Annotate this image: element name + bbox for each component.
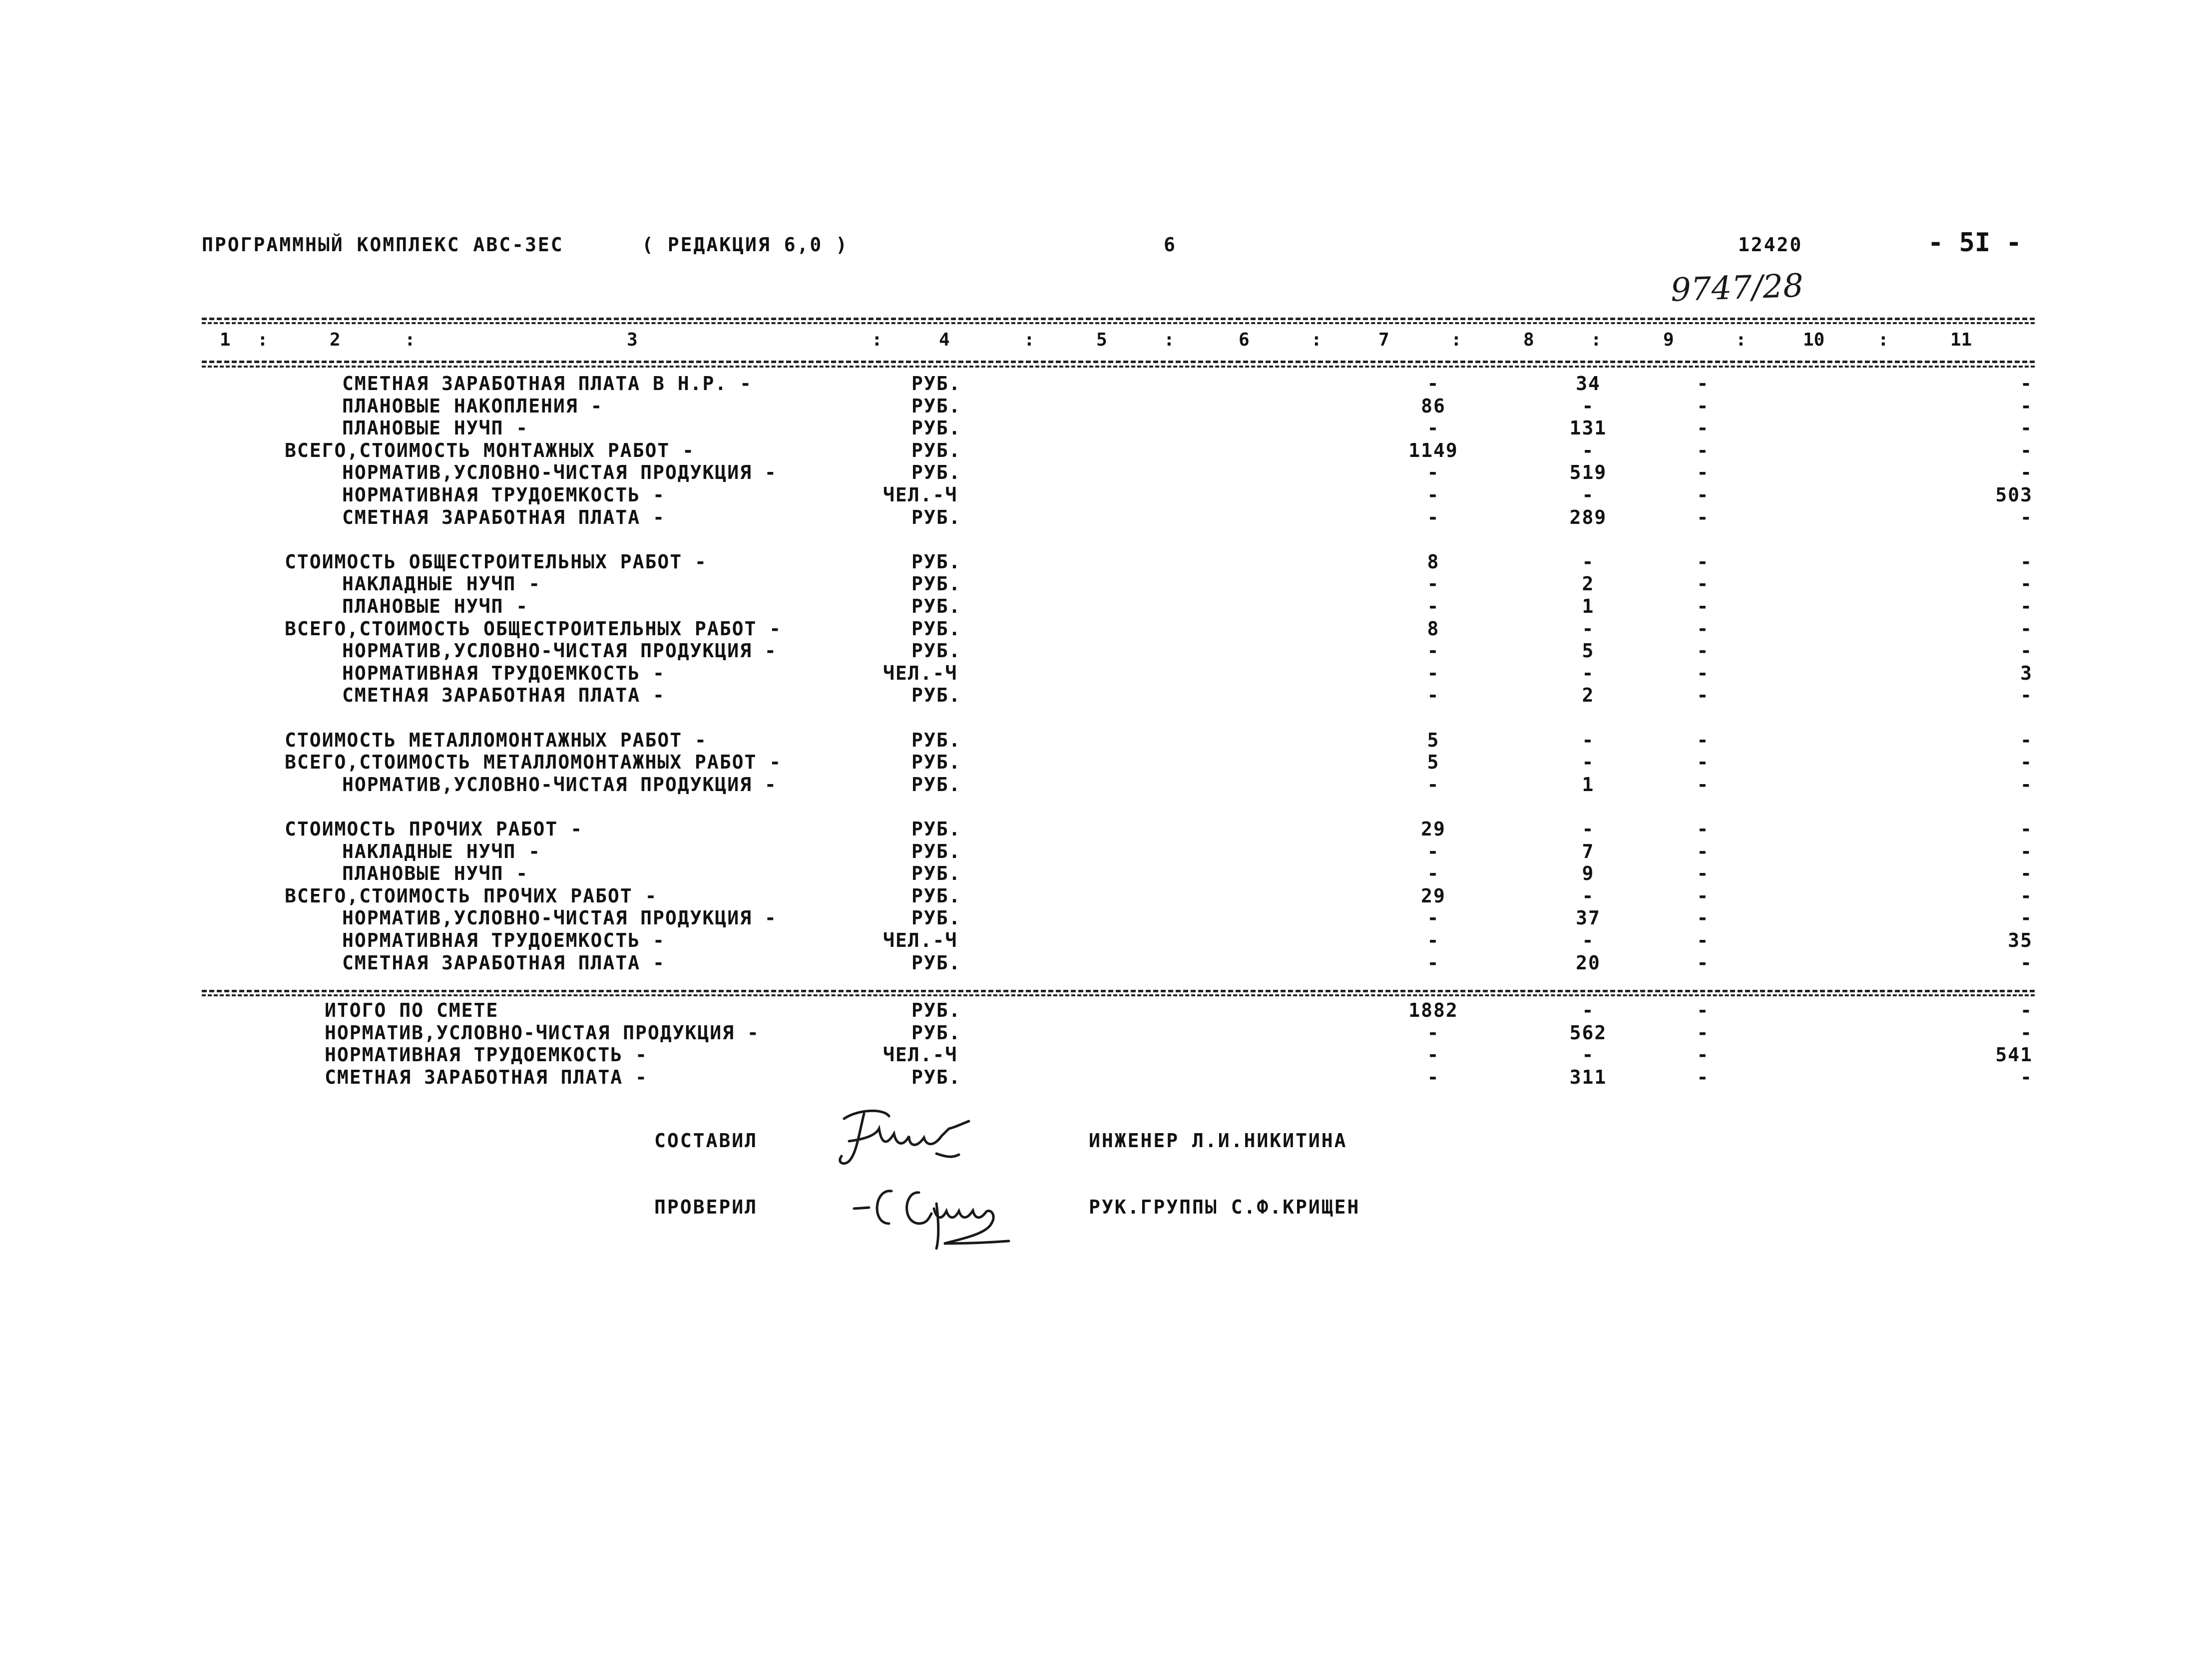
table-row: [0, 461, 2212, 484]
table-row: [0, 550, 2212, 573]
cell-col-11: -: [2020, 884, 2033, 907]
cell-col-11: -: [2020, 751, 2033, 774]
column-separator: :: [872, 330, 883, 350]
cell-col-8: -: [1582, 929, 1595, 951]
table-row: [0, 1043, 2212, 1066]
cell-col-8: 2: [1582, 573, 1595, 595]
cell-col-8: -: [1582, 818, 1595, 840]
totals-rule-2: [202, 994, 2035, 996]
cell-col-7: -: [1427, 640, 1440, 662]
table-row: [0, 439, 2212, 462]
cell-col-7: 5: [1427, 751, 1440, 774]
cell-col-7: 86: [1421, 395, 1446, 417]
table-row: [0, 862, 2212, 885]
table-row: [0, 662, 2212, 685]
cell-col-8: 5: [1582, 640, 1595, 662]
table-row: [0, 751, 2212, 774]
row-unit: ЧЕЛ.-Ч: [883, 662, 958, 684]
row-unit: РУБ.: [911, 439, 961, 461]
cell-col-9: -: [1697, 684, 1710, 707]
cell-col-7: -: [1427, 907, 1440, 929]
column-number-4: 4: [939, 330, 950, 350]
cell-col-8: -: [1582, 999, 1595, 1021]
cell-col-9: -: [1697, 1021, 1710, 1044]
row-label: ПЛАНОВЫЕ НАКОПЛЕНИЯ -: [342, 395, 603, 417]
table-row: [0, 951, 2212, 974]
cell-col-8: 34: [1576, 373, 1601, 395]
table-row: [0, 706, 2212, 729]
cell-col-7: 1149: [1408, 439, 1458, 461]
cell-col-9: -: [1697, 595, 1710, 617]
header-bottom-rule-2: [202, 366, 2035, 368]
row-label: НОРМАТИВ,УСЛОВНО-ЧИСТАЯ ПРОДУКЦИЯ -: [342, 461, 777, 484]
cell-col-7: -: [1427, 373, 1440, 395]
cell-col-9: -: [1697, 439, 1710, 461]
cell-col-11: -: [2020, 1021, 2033, 1044]
top-rule-2: [202, 322, 2035, 324]
table-row: [0, 483, 2212, 506]
cell-col-8: 289: [1569, 506, 1607, 528]
row-label: НОРМАТИВНАЯ ТРУДОЕМКОСТЬ -: [342, 929, 665, 951]
cell-col-8: 9: [1582, 862, 1595, 885]
cell-col-8: -: [1582, 1044, 1595, 1066]
checker-name: РУК.ГРУППЫ С.Ф.КРИЩЕН: [1089, 1196, 1360, 1218]
row-unit: ЧЕЛ.-Ч: [883, 1044, 958, 1066]
cell-col-9: -: [1697, 550, 1710, 573]
cell-col-8: 519: [1569, 461, 1607, 484]
cell-col-8: 20: [1576, 951, 1601, 974]
row-unit: РУБ.: [911, 573, 961, 595]
cell-col-11: 503: [1995, 484, 2033, 506]
cell-col-11: -: [2020, 373, 2033, 395]
table-row: [0, 506, 2212, 529]
row-unit: РУБ.: [911, 506, 961, 528]
column-separator: :: [1591, 330, 1602, 350]
cell-col-8: 1: [1582, 773, 1595, 796]
cell-col-8: -: [1582, 729, 1595, 751]
row-label: НАКЛАДНЫЕ НУЧП -: [342, 840, 541, 862]
table-row: [0, 840, 2212, 863]
cell-col-7: -: [1427, 862, 1440, 885]
row-label: НОРМАТИВНАЯ ТРУДОЕМКОСТЬ -: [342, 662, 665, 684]
row-label: ПЛАНОВЫЕ НУЧП -: [342, 595, 529, 617]
header-bottom-rule: [202, 361, 2035, 363]
cell-col-7: 29: [1421, 818, 1446, 840]
cell-col-11: -: [2020, 1066, 2033, 1088]
row-unit: РУБ.: [911, 884, 961, 907]
cell-col-7: -: [1427, 595, 1440, 617]
cell-col-9: -: [1697, 818, 1710, 840]
cell-col-9: -: [1697, 840, 1710, 862]
cell-col-8: 37: [1576, 907, 1601, 929]
cell-col-8: 1: [1582, 595, 1595, 617]
row-unit: РУБ.: [911, 417, 961, 439]
cell-col-11: -: [2020, 818, 2033, 840]
row-label: ПЛАНОВЫЕ НУЧП -: [342, 862, 529, 885]
row-label: СМЕТНАЯ ЗАРАБОТНАЯ ПЛАТА -: [342, 506, 665, 528]
cell-col-9: -: [1697, 506, 1710, 528]
cell-col-11: -: [2020, 684, 2033, 707]
cell-col-8: 7: [1582, 840, 1595, 862]
cell-col-9: -: [1697, 640, 1710, 662]
table-row: [0, 395, 2212, 418]
cell-col-9: -: [1697, 951, 1710, 974]
table-row: [0, 729, 2212, 752]
cell-col-7: -: [1427, 840, 1440, 862]
column-number-6: 6: [1239, 330, 1250, 350]
row-unit: РУБ.: [911, 550, 961, 573]
cell-col-7: -: [1427, 929, 1440, 951]
cell-col-11: -: [2020, 773, 2033, 796]
column-number-9: 9: [1663, 330, 1674, 350]
row-label: СМЕТНАЯ ЗАРАБОТНАЯ ПЛАТА -: [325, 1066, 648, 1088]
table-row: [0, 595, 2212, 618]
cell-col-11: -: [2020, 640, 2033, 662]
column-number-1: 1: [220, 330, 231, 350]
cell-col-7: -: [1427, 684, 1440, 707]
cell-col-11: -: [2020, 573, 2033, 595]
row-label: ВСЕГО,СТОИМОСТЬ МОНТАЖНЫХ РАБОТ -: [285, 439, 695, 461]
row-label: НОРМАТИВ,УСЛОВНО-ЧИСТАЯ ПРОДУКЦИЯ -: [342, 640, 777, 662]
handwritten-number: 9747/28: [1670, 267, 1804, 309]
cell-col-8: -: [1582, 662, 1595, 684]
totals-rule: [202, 990, 2035, 992]
cell-col-9: -: [1697, 929, 1710, 951]
row-unit: РУБ.: [911, 840, 961, 862]
row-unit: РУБ.: [911, 862, 961, 885]
column-separator: :: [257, 330, 268, 350]
row-label: НАКЛАДНЫЕ НУЧП -: [342, 573, 541, 595]
row-label: СМЕТНАЯ ЗАРАБОТНАЯ ПЛАТА -: [342, 951, 665, 974]
cell-col-9: -: [1697, 751, 1710, 774]
cell-col-7: -: [1427, 484, 1440, 506]
cell-col-9: -: [1697, 373, 1710, 395]
row-label: СМЕТНАЯ ЗАРАБОТНАЯ ПЛАТА -: [342, 684, 665, 707]
composer-name: ИНЖЕНЕР Л.И.НИКИТИНА: [1089, 1130, 1347, 1152]
cell-col-8: -: [1582, 484, 1595, 506]
cell-col-11: -: [2020, 550, 2033, 573]
row-unit: РУБ.: [911, 1066, 961, 1088]
cell-col-8: -: [1582, 884, 1595, 907]
row-unit: РУБ.: [911, 951, 961, 974]
cell-col-11: -: [2020, 729, 2033, 751]
cell-col-8: -: [1582, 617, 1595, 640]
table-row: [0, 1066, 2212, 1089]
cell-col-7: 8: [1427, 550, 1440, 573]
table-row: [0, 999, 2212, 1022]
cell-col-7: 1882: [1408, 999, 1458, 1021]
row-label: ИТОГО ПО СМЕТЕ: [325, 999, 499, 1021]
column-separator: :: [1024, 330, 1035, 350]
table-row: [0, 572, 2212, 595]
row-unit: РУБ.: [911, 907, 961, 929]
row-unit: РУБ.: [911, 461, 961, 484]
top-rule: [202, 318, 2035, 320]
table-row: [0, 417, 2212, 439]
cell-col-7: -: [1427, 662, 1440, 684]
column-number-5: 5: [1096, 330, 1107, 350]
cell-col-9: -: [1697, 1066, 1710, 1088]
cell-col-8: -: [1582, 395, 1595, 417]
row-unit: ЧЕЛ.-Ч: [883, 484, 958, 506]
cell-col-11: -: [2020, 395, 2033, 417]
cell-col-11: 35: [2008, 929, 2033, 951]
cell-col-9: -: [1697, 884, 1710, 907]
cell-col-8: 2: [1582, 684, 1595, 707]
column-separator: :: [1451, 330, 1462, 350]
edition-label: ( РЕДАКЦИЯ 6,0 ): [642, 234, 849, 256]
cell-col-9: -: [1697, 729, 1710, 751]
cell-col-8: -: [1582, 439, 1595, 461]
sheet-number: 6: [1164, 234, 1177, 256]
row-label: НОРМАТИВ,УСЛОВНО-ЧИСТАЯ ПРОДУКЦИЯ -: [342, 907, 777, 929]
table-row: [0, 773, 2212, 796]
row-label: ПЛАНОВЫЕ НУЧП -: [342, 417, 529, 439]
cell-col-11: -: [2020, 506, 2033, 528]
column-number-8: 8: [1523, 330, 1534, 350]
document-code: 12420: [1738, 234, 1803, 256]
cell-col-9: -: [1697, 773, 1710, 796]
row-unit: РУБ.: [911, 751, 961, 774]
cell-col-7: -: [1427, 1021, 1440, 1044]
program-title: ПРОГРАММНЫЙ КОМПЛЕКС АВС-3ЕС: [202, 234, 564, 256]
row-label: НОРМАТИВНАЯ ТРУДОЕМКОСТЬ -: [325, 1044, 648, 1066]
row-label: СТОИМОСТЬ ПРОЧИХ РАБОТ -: [285, 818, 583, 840]
checker-signature: [844, 1169, 1024, 1254]
table-row: [0, 639, 2212, 662]
cell-col-8: -: [1582, 751, 1595, 774]
column-number-7: 7: [1378, 330, 1389, 350]
row-unit: РУБ.: [911, 1021, 961, 1044]
row-label: НОРМАТИВ,УСЛОВНО-ЧИСТАЯ ПРОДУКЦИЯ -: [325, 1021, 760, 1044]
cell-col-7: 8: [1427, 617, 1440, 640]
column-number-11: 11: [1950, 330, 1972, 350]
table-row: [0, 528, 2212, 551]
row-label: ВСЕГО,СТОИМОСТЬ МЕТАЛЛОМОНТАЖНЫХ РАБОТ -: [285, 751, 782, 774]
cell-col-9: -: [1697, 573, 1710, 595]
table-row: [0, 372, 2212, 395]
cell-col-11: 541: [1995, 1044, 2033, 1066]
column-separator: :: [1311, 330, 1322, 350]
composer-signature: [829, 1099, 999, 1174]
cell-col-9: -: [1697, 907, 1710, 929]
row-unit: РУБ.: [911, 395, 961, 417]
row-label: ВСЕГО,СТОИМОСТЬ ПРОЧИХ РАБОТ -: [285, 884, 658, 907]
cell-col-8: 131: [1569, 417, 1607, 439]
cell-col-11: 3: [2020, 662, 2033, 684]
table-row: [0, 684, 2212, 707]
row-unit: РУБ.: [911, 617, 961, 640]
cell-col-8: -: [1582, 550, 1595, 573]
column-separator: :: [1164, 330, 1175, 350]
cell-col-11: -: [2020, 595, 2033, 617]
row-unit: РУБ.: [911, 373, 961, 395]
cell-col-7: -: [1427, 951, 1440, 974]
composed-label: СОСТАВИЛ: [654, 1130, 758, 1152]
cell-col-7: -: [1427, 1044, 1440, 1066]
cell-col-9: -: [1697, 395, 1710, 417]
column-separator: :: [1878, 330, 1889, 350]
row-unit: РУБ.: [911, 999, 961, 1021]
row-unit: РУБ.: [911, 684, 961, 707]
table-row: [0, 929, 2212, 952]
cell-col-11: -: [2020, 417, 2033, 439]
table-row: [0, 795, 2212, 818]
row-unit: РУБ.: [911, 729, 961, 751]
cell-col-11: -: [2020, 439, 2033, 461]
checked-label: ПРОВЕРИЛ: [654, 1196, 758, 1218]
cell-col-7: -: [1427, 417, 1440, 439]
cell-col-7: -: [1427, 506, 1440, 528]
row-label: НОРМАТИВ,УСЛОВНО-ЧИСТАЯ ПРОДУКЦИЯ -: [342, 773, 777, 796]
column-number-10: 10: [1803, 330, 1825, 350]
cell-col-7: -: [1427, 573, 1440, 595]
cell-col-9: -: [1697, 862, 1710, 885]
row-unit: РУБ.: [911, 773, 961, 796]
column-number-3: 3: [627, 330, 638, 350]
cell-col-11: -: [2020, 617, 2033, 640]
row-label: СМЕТНАЯ ЗАРАБОТНАЯ ПЛАТА В Н.Р. -: [342, 373, 752, 395]
row-unit: ЧЕЛ.-Ч: [883, 929, 958, 951]
table-row: [0, 884, 2212, 907]
row-label: СТОИМОСТЬ МЕТАЛЛОМОНТАЖНЫХ РАБОТ -: [285, 729, 707, 751]
cell-col-9: -: [1697, 461, 1710, 484]
cell-col-9: -: [1697, 484, 1710, 506]
page-number: - 5I -: [1928, 228, 2022, 258]
cell-col-8: 562: [1569, 1021, 1607, 1044]
cell-col-7: 29: [1421, 884, 1446, 907]
cell-col-9: -: [1697, 417, 1710, 439]
cell-col-7: -: [1427, 461, 1440, 484]
table-row: [0, 818, 2212, 840]
column-separator: :: [405, 330, 416, 350]
row-unit: РУБ.: [911, 640, 961, 662]
row-unit: РУБ.: [911, 595, 961, 617]
cell-col-7: -: [1427, 1066, 1440, 1088]
cell-col-9: -: [1697, 662, 1710, 684]
table-row: [0, 1021, 2212, 1044]
cell-col-9: -: [1697, 999, 1710, 1021]
table-row: [0, 906, 2212, 929]
cell-col-9: -: [1697, 1044, 1710, 1066]
row-label: ВСЕГО,СТОИМОСТЬ ОБЩЕСТРОИТЕЛЬНЫХ РАБОТ -: [285, 617, 782, 640]
cell-col-11: -: [2020, 840, 2033, 862]
row-unit: РУБ.: [911, 818, 961, 840]
cell-col-7: 5: [1427, 729, 1440, 751]
cell-col-8: 311: [1569, 1066, 1607, 1088]
cell-col-11: -: [2020, 951, 2033, 974]
cell-col-9: -: [1697, 617, 1710, 640]
row-label: НОРМАТИВНАЯ ТРУДОЕМКОСТЬ -: [342, 484, 665, 506]
row-label: СТОИМОСТЬ ОБЩЕСТРОИТЕЛЬНЫХ РАБОТ -: [285, 550, 707, 573]
column-number-2: 2: [330, 330, 341, 350]
cell-col-7: -: [1427, 773, 1440, 796]
cell-col-11: -: [2020, 999, 2033, 1021]
cell-col-11: -: [2020, 461, 2033, 484]
table-row: [0, 617, 2212, 640]
cell-col-11: -: [2020, 862, 2033, 885]
column-separator: :: [1736, 330, 1747, 350]
cell-col-11: -: [2020, 907, 2033, 929]
